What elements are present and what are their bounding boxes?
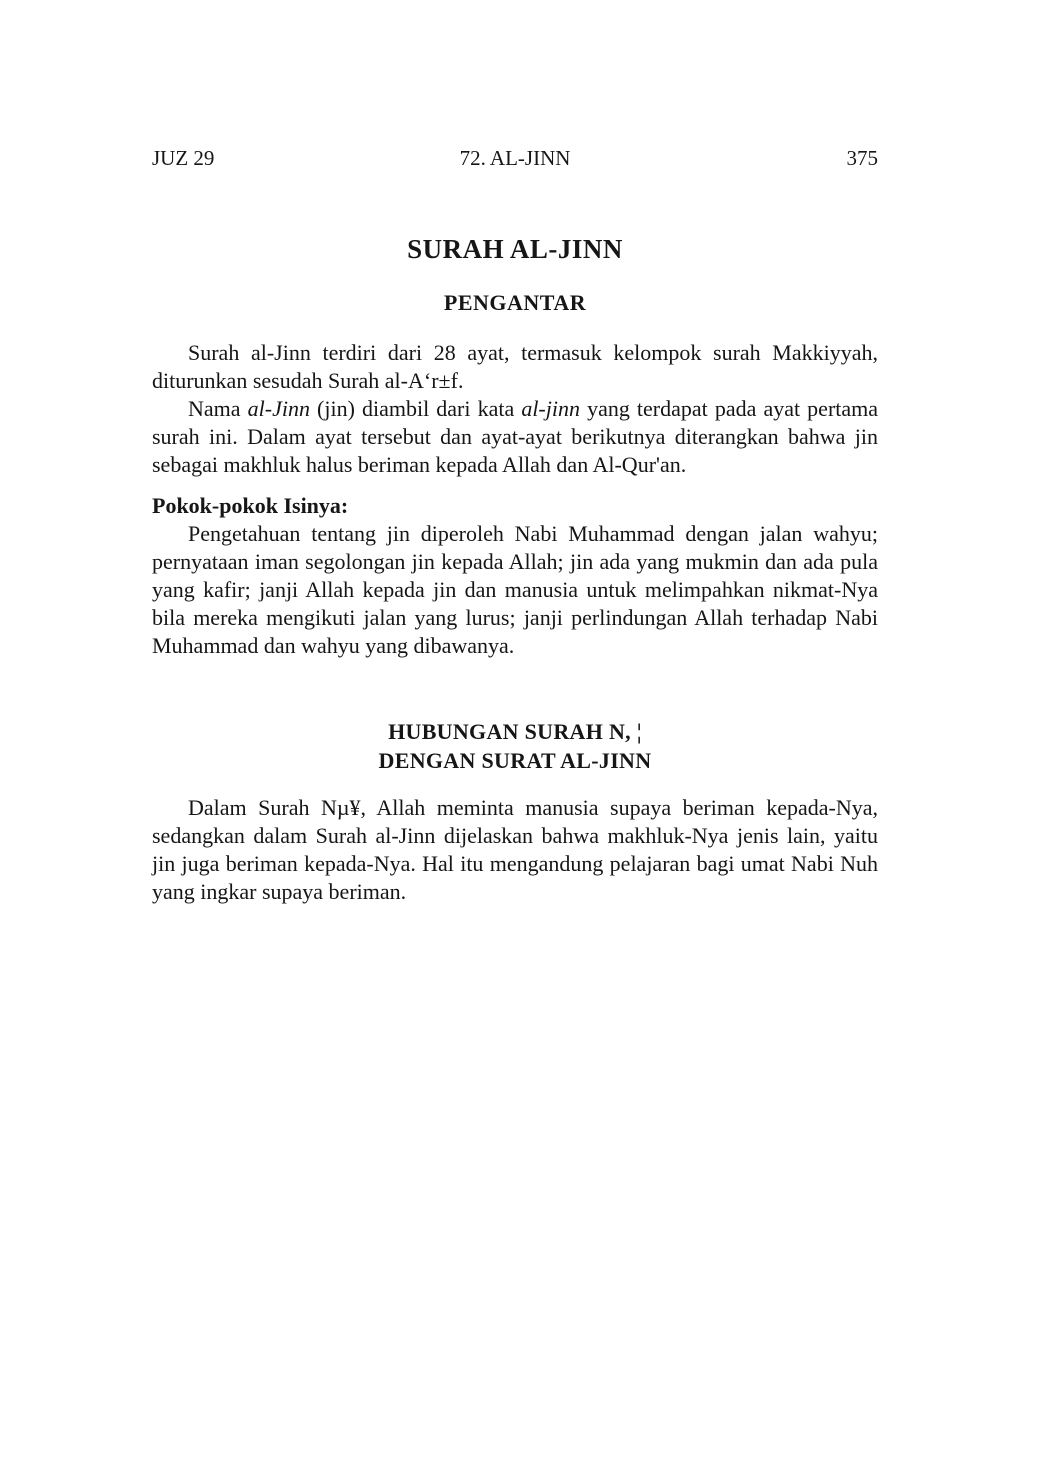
pokok-paragraph: Pengetahuan tentang jin diperoleh Nabi Muhammad dengan jalan wahyu; pernyataan iman segolongan jin kepada Allah; jin ada yang mukmin dan ada pula yang kafir; janji Allah kepada jin dan manusia untuk melimpahkan nikmat-Nya bila mereka mengikuti jalan yang lurus; janji perlindungan Allah terhadap Nabi Muhammad dan wahyu yang dibawanya. <box>152 521 878 658</box>
pengantar-heading: PENGANTAR <box>443 290 587 315</box>
hubungan-paragraph: Dalam Surah Nµ¥, Allah meminta manusia supaya beriman kepada-Nya, sedangkan dalam Surah al-Jinn dijelaskan bahwa makhluk-Nya jenis lain, yaitu jin juga beriman kepada-Nya. Hal itu mengandung pelajaran bagi umat Nabi Nuh yang ingkar supaya beriman. <box>152 795 878 904</box>
page-content <box>152 146 878 906</box>
text-run: Nama <box>188 396 248 421</box>
hubungan-heading-line1: HUBUNGAN SURAH N, ¦ <box>388 719 642 744</box>
text-run: (jin) diambil dari kata <box>309 396 522 421</box>
juz-label: JUZ 29 <box>152 146 215 170</box>
page-number: 375 <box>846 146 878 170</box>
italic-term-al-jinn: al-Jinn <box>247 396 310 421</box>
italic-term-al-jinn-lower: al-jinn <box>521 396 580 421</box>
intro-paragraph-1: Surah al-Jinn terdiri dari 28 ayat, termasuk kelompok surah Makkiyyah, diturunkan sesudah Surah al-A‘r±f. <box>152 340 878 393</box>
pokok-pokok-isinya-heading: Pokok-pokok Isinya: <box>152 493 349 518</box>
surah-running-title: 72. AL-JINN <box>459 146 571 170</box>
text-run: yang terdapat pada ayat pertama surah ini. Dalam ayat tersebut dan ayat-ayat berikutnya diterangkan bahwa jin sebagai makhluk halus beriman kepada Allah dan Al-Qur'an. <box>152 396 879 477</box>
page-header <box>152 146 878 170</box>
hubungan-heading <box>152 717 878 775</box>
hubungan-heading-line2: DENGAN SURAT AL-JINN <box>378 748 652 773</box>
intro-paragraph-2 <box>152 395 878 479</box>
surah-title: SURAH AL-JINN <box>407 234 623 264</box>
